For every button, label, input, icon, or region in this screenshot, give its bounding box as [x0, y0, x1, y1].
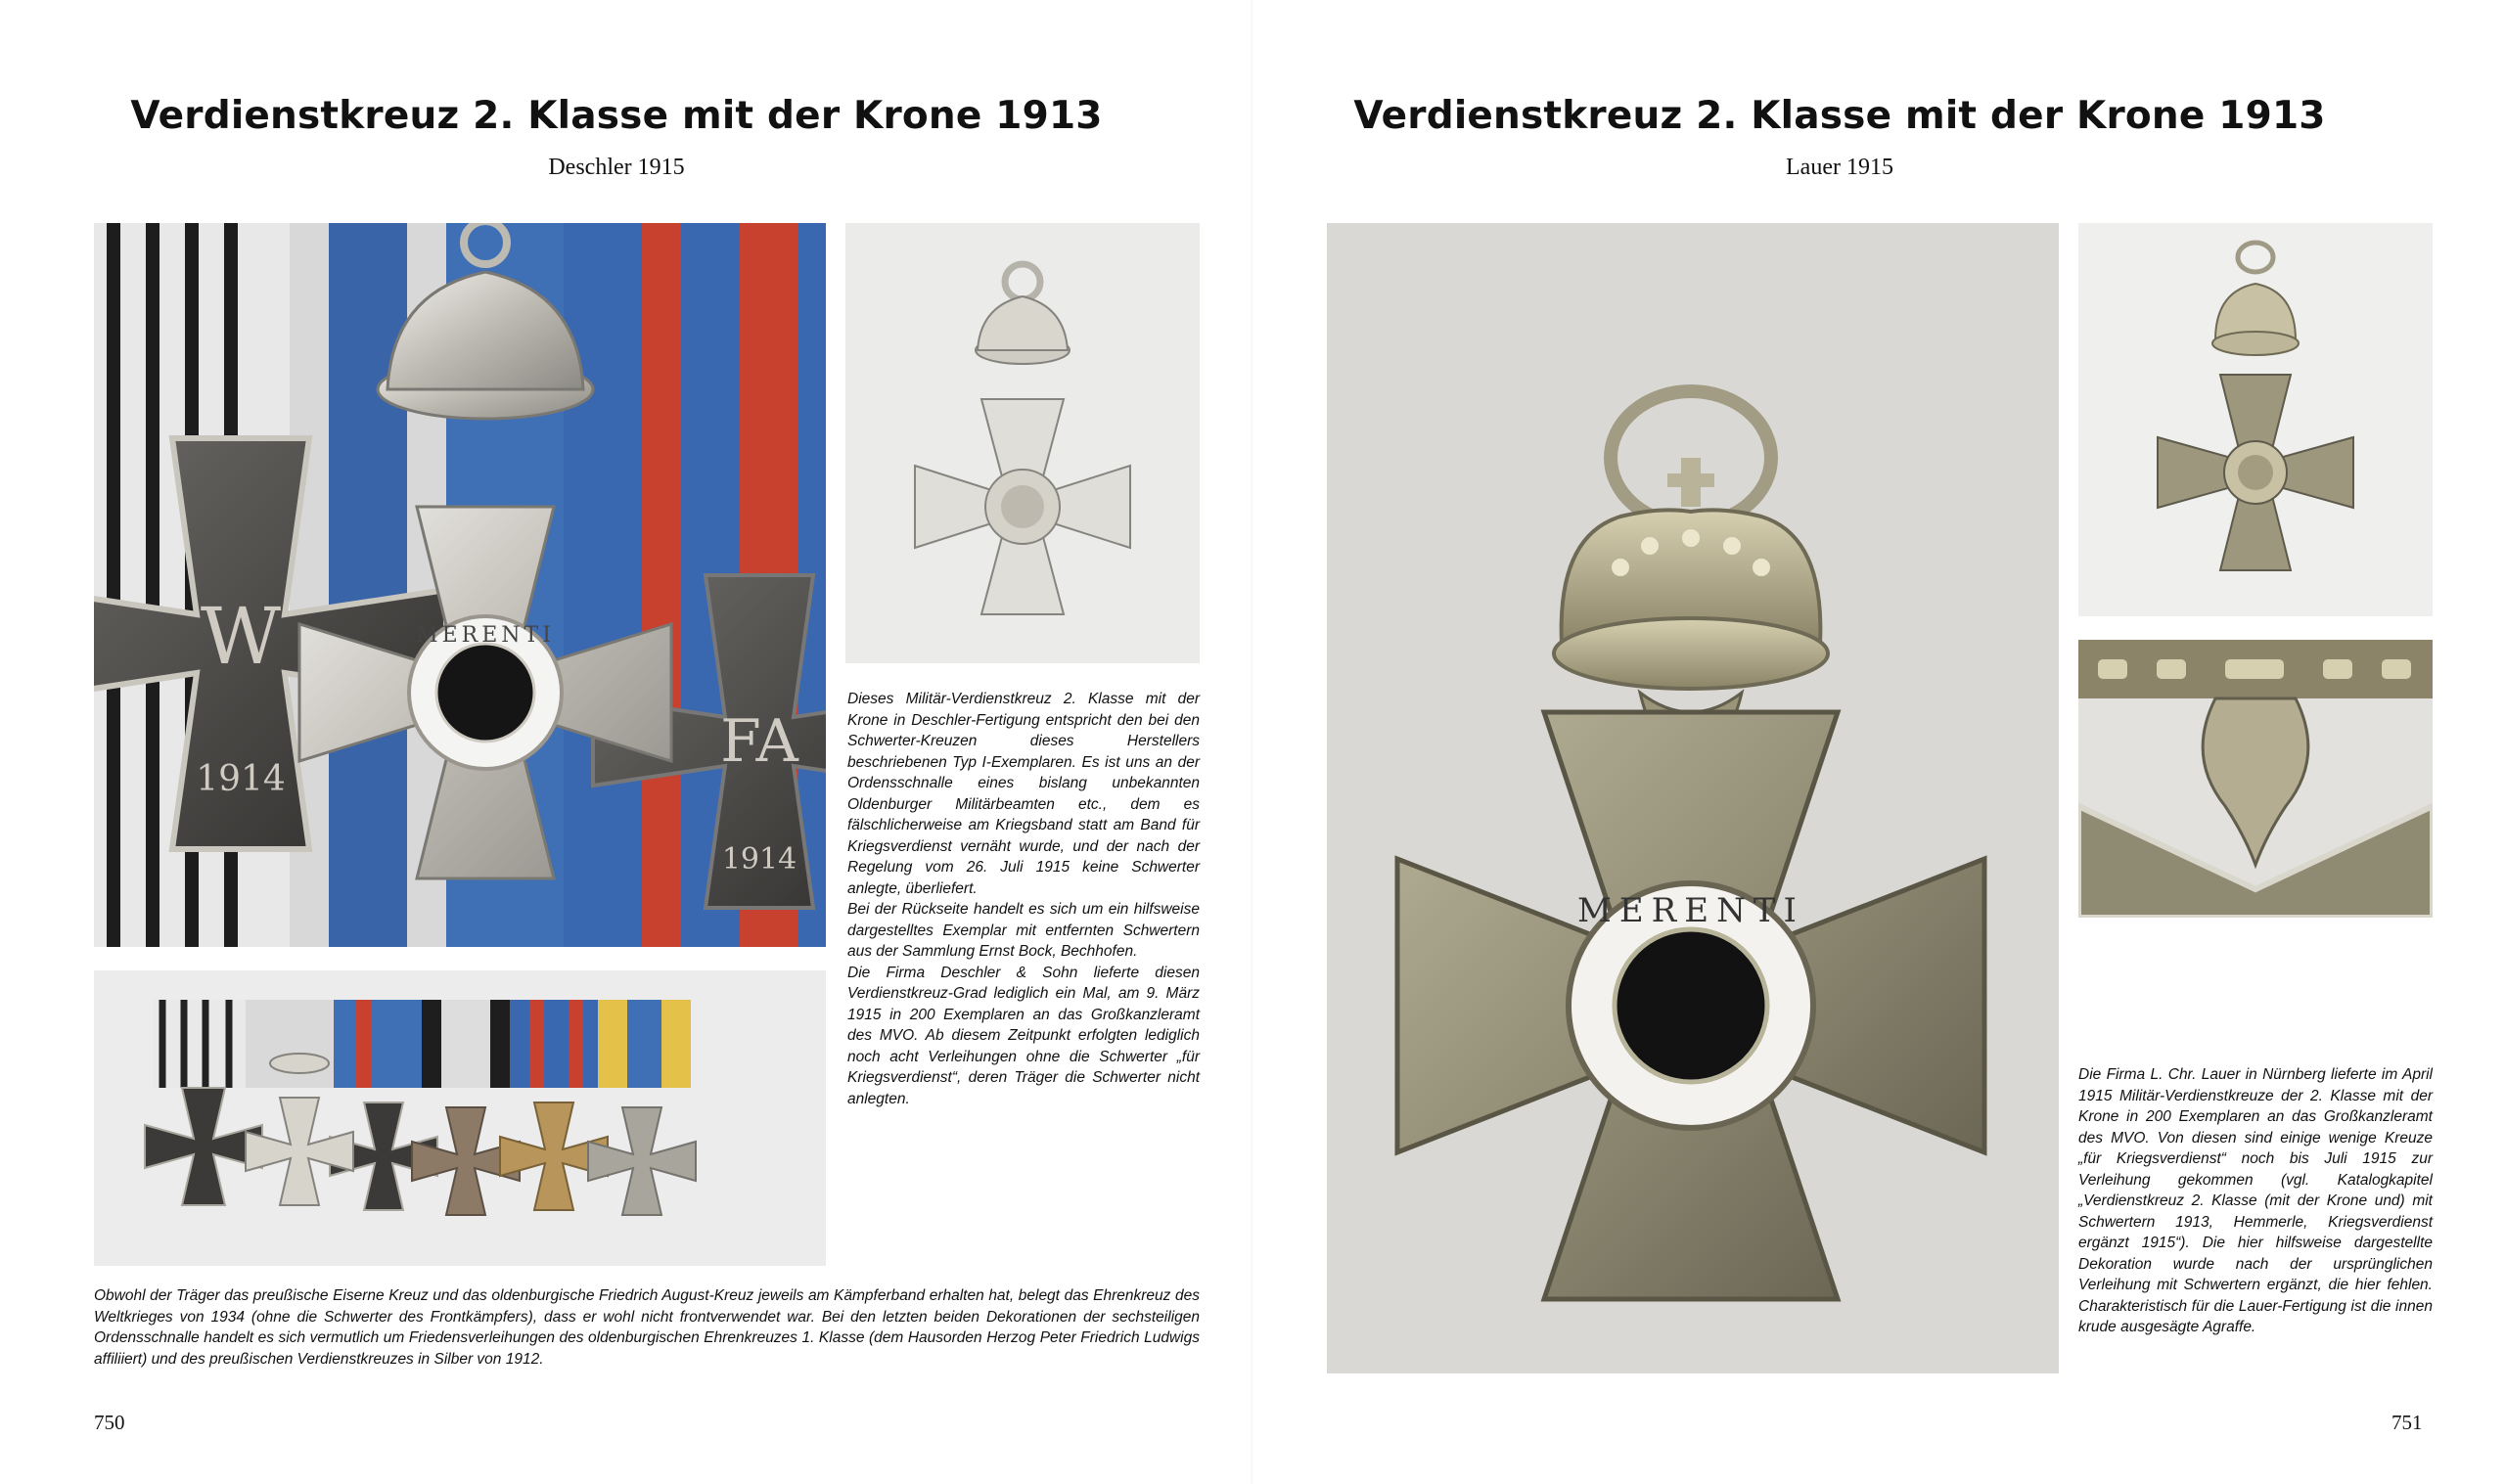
- caption-deschler: [847, 689, 1200, 1109]
- cross-reverse-illustration: [845, 223, 1200, 663]
- caption-deschler-paragraph-3: Die Firma Deschler & Sohn lieferte diesen Verdienstkreuz-Grad lediglich ein Mal, am 9. März 1915 in 200 Exemplaren an das Großkanzleramt des MVO. Ab diesem Zeitpunkt erfolgten lediglich noch acht Verleihungen ohne die Schwerter „für Kriegsverdienst“, deren Träger die Schwerter nicht anlegten.: [847, 964, 1200, 1107]
- page-number-right: 751: [2391, 1411, 2423, 1434]
- caption-deschler-paragraph-2: Bei der Rückseite handelt es sich um ein hilfsweise dargestelltes Exemplar mit entfernten Schwertern aus der Sammlung Ernst Bock, Bechhofen.: [847, 901, 1200, 960]
- photo-cross-reverse: [845, 223, 1200, 663]
- caption-lauer: Die Firma L. Chr. Lauer in Nürnberg lieferte im April 1915 Militär-Verdienstkreuze der 2. Klasse mit der Krone in 200 Exemplaren an das Großkanzleramt des MVO. Von diesen sind einige wenige Kreuze „für Kriegsverdienst“ noch bis Juli 1915 zur Verleihung gekommen (vgl. Katalogkapitel „Verdienstkreuz 2. Klasse (mit der Krone und) mit Schwertern 1913, Hemmerle, Kriegsverdienst ergänzt 1915“). Die hier hilfsweise dargestellte Dekoration wurde nach der ursprünglichen Verleihung mit Schwertern ergänzt, die hier fehlen. Charakteristisch für die Lauer-Fertigung ist die innen krude ausgesägte Agraffe.: [2078, 1066, 2433, 1335]
- fa-cross-year: 1914: [721, 842, 797, 877]
- merenti-inscription: MERENTI: [416, 623, 555, 648]
- caption-deschler-paragraph-1: Dieses Militär-Verdienstkreuz 2. Klasse mit der Krone in Deschler-Fertigung entspricht den bei den Schwerter-Kreuzen dieses Herstellers beschriebenen Typ I-Exemplaren. Es ist uns an der Ordensschnalle eines bislang unbekannten Oldenburger Militärbeamten etc., dem es fälschlicherweise am Kriegsband statt am Band für Kriegsverdienst vernäht wurde, und der nach der Regelung vom 26. Juli 1915 keine Schwerter anlegte, überliefert.: [847, 691, 1200, 897]
- left-page: [0, 0, 1252, 1484]
- right-page: [1252, 0, 2505, 1484]
- photo-medal-bar-closeup: [94, 223, 826, 947]
- right-page-subtitle: Lauer 1915: [1786, 155, 1893, 180]
- photo-lauer-agraffe-detail: [2078, 640, 2433, 918]
- fa-cross-letters: FA: [720, 707, 798, 776]
- lauer-cross-large-illustration: [1327, 223, 2059, 1373]
- iron-cross-letter: W: [200, 591, 282, 682]
- right-page-title: Verdienstkreuz 2. Klasse mit der Krone 1913: [1353, 94, 2326, 138]
- caption-medal-bar: Obwohl der Träger das preußische Eiserne Kreuz und das oldenburgische Friedrich August-Kreuz jeweils am Kämpferband erhalten hat, belegt das Ehrenkreuz des Weltkrieges von 1934 (ohne die Schwerter des Frontkämpfers), dass er wohl nicht frontverwendet war. Bei den letzten beiden Dekorationen der sechsteiligen Ordensschnalle handelt es sich vermutlich um Friedensverleihungen des oldenburgischen Ehrenkreuzes 1. Klasse (dem Hausorden Herzog Peter Friedrich Ludwigs affiliiert) und des preußischen Verdienstkreuzes in Silber von 1912.: [94, 1287, 1200, 1368]
- photo-lauer-cross-small: [2078, 223, 2433, 616]
- page-number-left: 750: [94, 1411, 125, 1434]
- full-medal-bar-illustration: [94, 970, 826, 1266]
- lauer-cross-small-illustration: [2078, 223, 2433, 616]
- iron-cross-year: 1914: [196, 759, 286, 799]
- photo-full-medal-bar: [94, 970, 826, 1266]
- agraffe-detail-illustration: [2078, 640, 2433, 918]
- left-page-title: Verdienstkreuz 2. Klasse mit der Krone 1913: [130, 94, 1103, 138]
- left-page-subtitle: Deschler 1915: [548, 155, 685, 180]
- photo-lauer-cross-large: [1327, 223, 2059, 1373]
- lauer-merenti-inscription: MERENTI: [1577, 891, 1804, 930]
- medal-bar-closeup-illustration: [94, 223, 826, 947]
